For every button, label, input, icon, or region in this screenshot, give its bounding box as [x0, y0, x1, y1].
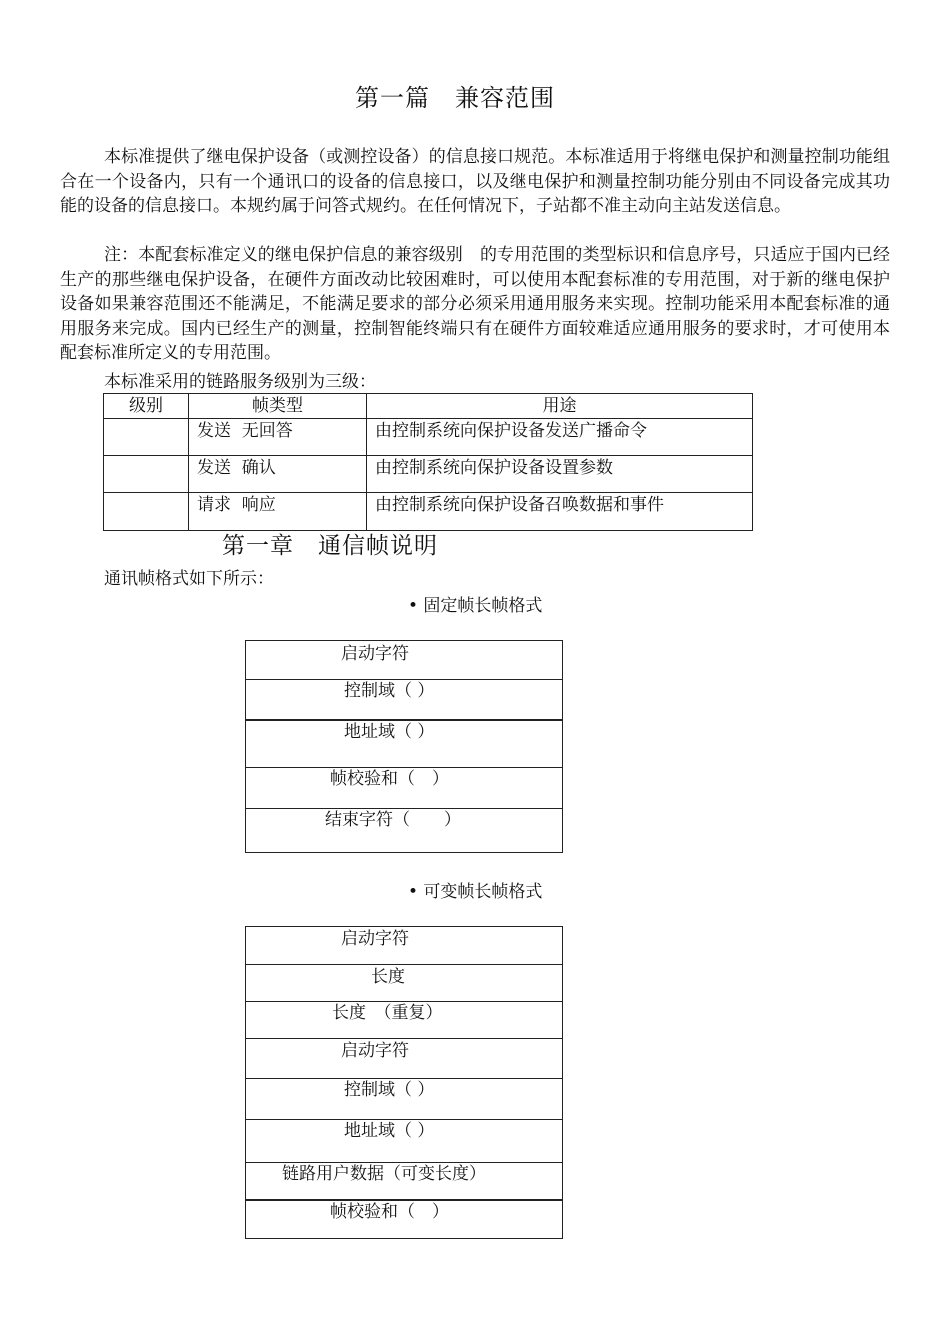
- frame-field-label: 启动字符: [341, 929, 409, 949]
- frame-field: [246, 1120, 562, 1163]
- table-cell-frame-type: 请求 响应: [189, 493, 367, 531]
- fixed-frame-caption: • 固定帧长帧格式: [408, 596, 543, 616]
- paragraph-scope: 本标准提供了继电保护设备（或测控设备）的信息接口规范。本标准适用于将继电保护和测量控制功能组合在一个设备内，只有一个通讯口的设备的信息接口，以及继电保护和测量控制功能分别由不同设备完成其功能的设备的信息接口。本规约属于问答式规约。在任何情况下，子站都不准主动向主站发送信息。: [60, 147, 890, 216]
- variable-frame-diagram: [245, 926, 563, 1239]
- frame-field: [246, 809, 562, 854]
- frame-field-label: 控制域（ ）: [344, 681, 435, 701]
- fixed-frame-diagram: [245, 640, 563, 853]
- frame-field-label: 链路用户数据（可变长度）: [282, 1164, 486, 1184]
- table-cell-frame-type: 发送 确认: [189, 456, 367, 493]
- table-cell-purpose: 由控制系统向保护设备召唤数据和事件: [367, 493, 753, 531]
- frame-field-label: 地址域（ ）: [344, 1121, 435, 1141]
- frame-field: [246, 768, 562, 809]
- frame-field-label: 帧校验和（ ）: [330, 1202, 449, 1222]
- frame-field: [246, 965, 562, 1002]
- frame-field: [246, 1201, 562, 1240]
- frame-field-label: 长度 （重复）: [332, 1003, 443, 1023]
- table-header-row: [104, 394, 753, 419]
- frame-field-label: 控制域（ ）: [344, 1080, 435, 1100]
- frame-field-label: 长度: [371, 967, 405, 987]
- variable-frame-caption: • 可变帧长帧格式: [408, 882, 543, 902]
- frame-field-label: 结束字符（ ）: [325, 810, 461, 830]
- frame-field-label: 启动字符: [341, 1041, 409, 1061]
- frame-field-label: 地址域（ ）: [344, 722, 435, 742]
- service-level-table: [103, 393, 753, 531]
- frame-intro: 通讯帧格式如下所示：: [104, 569, 274, 589]
- part-title: 第一篇 兼容范围: [355, 84, 555, 112]
- table-cell-level: [104, 493, 189, 531]
- frame-field: [246, 1039, 562, 1079]
- paragraph-note: 注：本配套标准定义的继电保护信息的兼容级别 的专用范围的类型标识和信息序号，只适应于国内已经生产的那些继电保护设备，在硬件方面改动比较困难时，可以使用本配套标准的专用范围，对于新的继电保护设备如果兼容范围还不能满足，不能满足要求的部分必须采用通用服务来实现。控制功能采用本配套标准的通用服务来完成。国内已经生产的测量，控制智能终端只有在硬件方面较难适应通用服务的要求时，才可使用本配套标准所定义的专用范围。: [60, 245, 890, 363]
- chapter-title: 第一章 通信帧说明: [222, 533, 438, 559]
- frame-field: [246, 927, 562, 965]
- table-row: [104, 493, 753, 531]
- table-row: [104, 456, 753, 493]
- table-header-purpose: 用途: [367, 394, 753, 419]
- table-cell-level: [104, 419, 189, 456]
- frame-field: [246, 721, 562, 768]
- frame-field-label: 启动字符: [341, 644, 409, 664]
- table-cell-frame-type: 发送 无回答: [189, 419, 367, 456]
- frame-field: [246, 1002, 562, 1039]
- table-header-level: 级别: [104, 394, 189, 419]
- frame-field: [246, 1163, 562, 1201]
- table-row: [104, 419, 753, 456]
- frame-field: [246, 641, 562, 680]
- paragraph-service-levels: 本标准采用的链路服务级别为三级：: [104, 372, 376, 392]
- frame-field-label: 帧校验和（ ）: [330, 769, 449, 789]
- table-header-frame-type: 帧类型: [189, 394, 367, 419]
- table-cell-purpose: 由控制系统向保护设备发送广播命令: [367, 419, 753, 456]
- table-cell-purpose: 由控制系统向保护设备设置参数: [367, 456, 753, 493]
- frame-field: [246, 680, 562, 721]
- frame-field: [246, 1079, 562, 1120]
- table-cell-level: [104, 456, 189, 493]
